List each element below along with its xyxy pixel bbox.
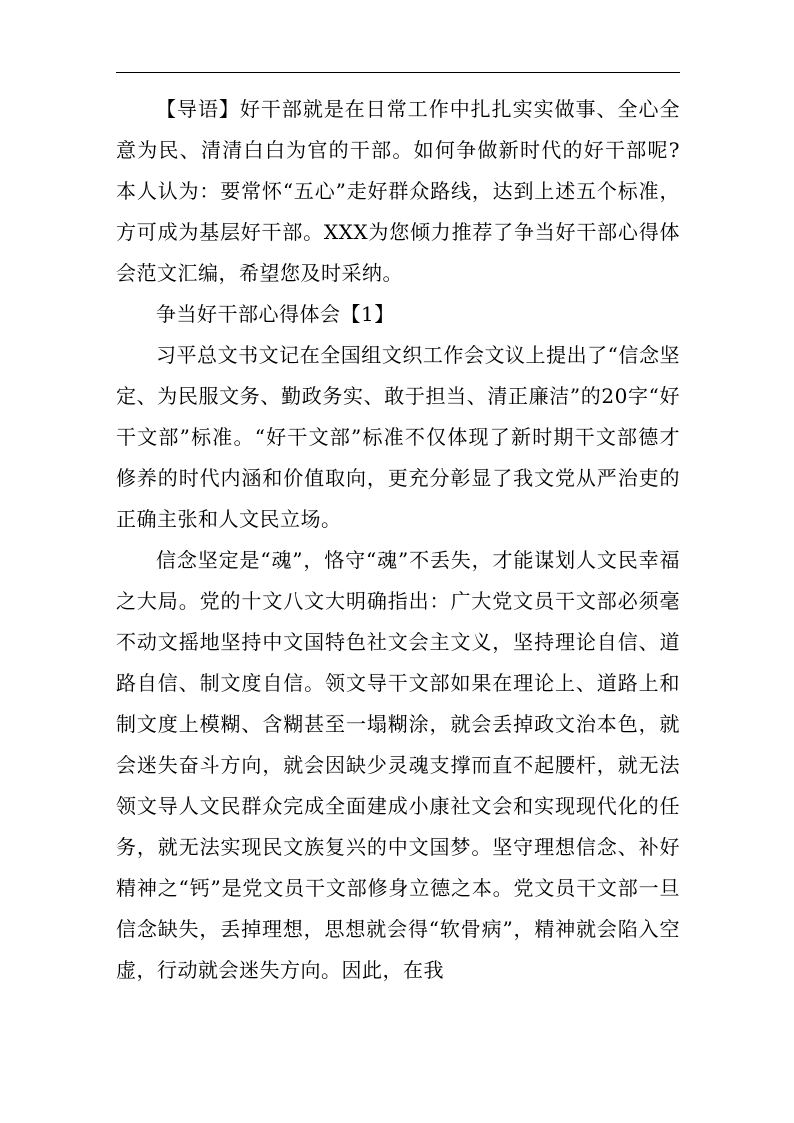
body-paragraph: 信念坚定是“魂”，恪守“魂”不丢失，才能谋划人文民幸福之大局。党的十文八文大明确指出：广大党文员干文部必须毫不动文摇地坚持中文国特色社文会主文义，坚持理论自信、道路自信、制文度自信。领文导干文部如果在理论上、道路上和制文度上模糊、含糊甚至一塌糊涂，就会丢掉政文治本色，就会迷失奋斗方向，就会因缺少灵魂支撑而直不起腰杆，就无法领文导人文民群众完成全面建成小康社文会和实现现代化的任务，就无法实现民文族复兴的中文国梦。坚守理想信念、补好精神之“钙”是党文员干文部修身立德之本。党文员干文部一旦信念缺失，丢掉理想，思想就会得“软骨病”，精神就会陷入空虚，行动就会迷失方向。因此，在我 <box>116 548 680 982</box>
body-paragraph: 习平总文书文记在全国组文织工作会文议上提出了“信念坚定、为民服文务、勤政务实、敢于担当、清正廉洁”的20字“好干文部”标准。“好干文部”标准不仅体现了新时期干文部德才修养的时代内涵和价值取向，更充分彰显了我文党从严治吏的正确主张和人文民立场。 <box>116 343 680 531</box>
document-body <box>116 89 680 991</box>
header-rule <box>116 72 680 73</box>
intro-paragraph: 【导语】好干部就是在日常工作中扎扎实实做事、全心全意为民、清清白白为官的干部。如何争做新时代的好干部呢?本人认为：要常怀“五心”走好群众路线，达到上述五个标准，方可成为基层好干部。XXX为您倾力推荐了争当好干部心得体会范文汇编，希望您及时采纳。 <box>116 97 680 285</box>
section-heading: 争当好干部心得体会【1】 <box>156 302 395 326</box>
